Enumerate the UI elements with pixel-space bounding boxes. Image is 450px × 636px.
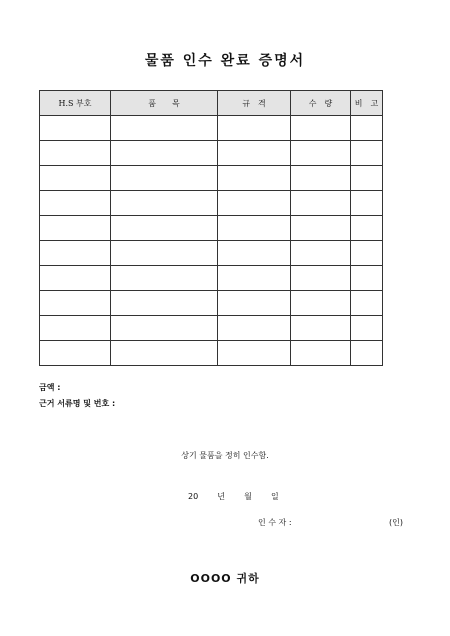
table-cell[interactable] <box>291 191 351 216</box>
header-remarks: 비 고 <box>351 91 383 116</box>
table-cell[interactable] <box>218 341 291 366</box>
table-cell[interactable] <box>218 116 291 141</box>
date-year-prefix: 20 <box>188 492 199 501</box>
table-header-row <box>40 91 383 116</box>
table-cell[interactable] <box>351 341 383 366</box>
table-row <box>40 241 383 266</box>
table-cell[interactable] <box>111 116 218 141</box>
table-cell[interactable] <box>218 291 291 316</box>
table-cell[interactable] <box>40 141 111 166</box>
table-row <box>40 316 383 341</box>
table-cell[interactable] <box>40 116 111 141</box>
receipt-statement: 상기 물품을 정히 인수함. <box>181 451 269 460</box>
table-row <box>40 216 383 241</box>
table-cell[interactable] <box>111 241 218 266</box>
header-quantity: 수 량 <box>291 91 351 116</box>
receiver-line <box>258 517 403 528</box>
table-cell[interactable] <box>351 191 383 216</box>
date-line <box>188 491 279 502</box>
addressee: OOOO 귀하 <box>190 572 260 585</box>
table-cell[interactable] <box>291 116 351 141</box>
header-spec: 규 격 <box>218 91 291 116</box>
table-cell[interactable] <box>218 316 291 341</box>
table-cell[interactable] <box>218 266 291 291</box>
receiver-label: 인 수 자 : <box>258 518 292 527</box>
table-cell[interactable] <box>40 266 111 291</box>
table-cell[interactable] <box>291 166 351 191</box>
date-day-unit: 일 <box>270 492 279 501</box>
table-row <box>40 166 383 191</box>
seal-mark: (인) <box>389 518 403 527</box>
date-month-unit: 월 <box>244 492 252 501</box>
table-cell[interactable] <box>218 216 291 241</box>
table-cell[interactable] <box>291 316 351 341</box>
table-cell[interactable] <box>40 291 111 316</box>
table-row <box>40 291 383 316</box>
table-cell[interactable] <box>111 316 218 341</box>
table-cell[interactable] <box>291 141 351 166</box>
table-cell[interactable] <box>351 241 383 266</box>
table-cell[interactable] <box>291 291 351 316</box>
document-reference-label: 근거 서류명 및 번호 : <box>39 399 116 408</box>
table-cell[interactable] <box>218 141 291 166</box>
items-table <box>39 90 383 366</box>
table-cell[interactable] <box>351 166 383 191</box>
table-cell[interactable] <box>351 141 383 166</box>
table-cell[interactable] <box>40 316 111 341</box>
table-cell[interactable] <box>40 191 111 216</box>
table-cell[interactable] <box>218 166 291 191</box>
table-cell[interactable] <box>351 266 383 291</box>
header-item: 품 목 <box>111 91 218 116</box>
table-cell[interactable] <box>291 216 351 241</box>
table-cell[interactable] <box>111 291 218 316</box>
date-year-unit: 년 <box>217 492 226 501</box>
document-title: 물품 인수 완료 증명서 <box>144 53 306 69</box>
table-cell[interactable] <box>111 141 218 166</box>
table-cell[interactable] <box>351 116 383 141</box>
table-cell[interactable] <box>351 316 383 341</box>
table-row <box>40 191 383 216</box>
table-cell[interactable] <box>291 241 351 266</box>
table-cell[interactable] <box>111 341 218 366</box>
table-row <box>40 266 383 291</box>
table-cell[interactable] <box>351 291 383 316</box>
table-cell[interactable] <box>291 266 351 291</box>
table-cell[interactable] <box>40 341 111 366</box>
table-cell[interactable] <box>40 241 111 266</box>
table-cell[interactable] <box>111 266 218 291</box>
table-cell[interactable] <box>291 341 351 366</box>
table-row <box>40 116 383 141</box>
table-cell[interactable] <box>40 166 111 191</box>
table-row <box>40 341 383 366</box>
table-cell[interactable] <box>218 241 291 266</box>
table-cell[interactable] <box>111 166 218 191</box>
header-hs-code: H.S 부호 <box>40 91 111 116</box>
table-cell[interactable] <box>111 191 218 216</box>
amount-label: 금액 : <box>39 383 61 392</box>
table-row <box>40 141 383 166</box>
table-cell[interactable] <box>218 191 291 216</box>
table-cell[interactable] <box>40 216 111 241</box>
table-cell[interactable] <box>351 216 383 241</box>
table-cell[interactable] <box>111 216 218 241</box>
